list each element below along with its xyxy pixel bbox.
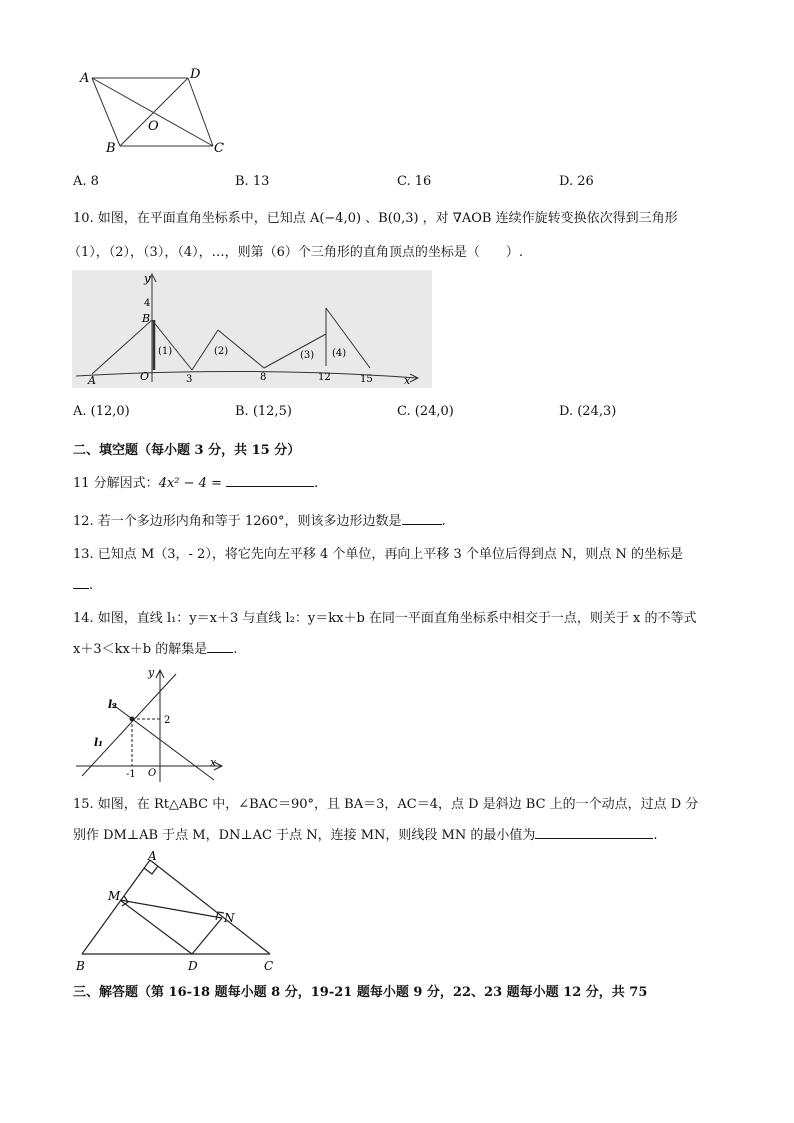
fig14-label-2: 2 <box>164 715 171 726</box>
q9-option-b: B. 13 <box>235 174 270 189</box>
q15-answer-blank[interactable] <box>535 826 653 839</box>
fig10-label-3: 3 <box>186 374 193 385</box>
fig15-label-M: M <box>108 889 121 903</box>
point-label-O: O <box>148 119 159 134</box>
q15-prefix: 别作 DM⊥AB 于点 M，DN⊥AC 于点 N，连接 MN，则线段 MN 的最小值为 <box>73 828 536 843</box>
q10-text-line2: （1），（2），（3），（4），…，则第（6）个三角形的直角顶点的坐标是（ ）. <box>68 245 523 260</box>
fig10-triangle-1: (1) <box>158 346 173 357</box>
q12-end: . <box>441 514 446 529</box>
section-2-heading: 二、填空题（每小题 3 分，共 15 分） <box>73 443 301 458</box>
q13-end: . <box>89 578 94 593</box>
q9-option-a: A. 8 <box>73 174 99 189</box>
fig10-label-8: 8 <box>260 372 267 383</box>
q10-text-line1: 10. 如图，在平面直角坐标系中，已知点 A(−4,0) 、B(0,3) ，对 ∇AOB 连续作旋转变换依次得到三角形 <box>73 211 678 226</box>
q10-option-d: D. (24,3) <box>559 404 617 419</box>
q12-prefix: 12. 若一个多边形内角和等于 1260°，则该多边形边数是 <box>73 514 402 529</box>
q13-answer-blank[interactable] <box>73 576 89 589</box>
q12-answer-blank[interactable] <box>402 512 442 525</box>
q15-text-line1: 15. 如图，在 Rt△ABC 中，∠BAC＝90°，且 BA＝3，AC＝4，点 D 是斜边 BC 上的一个动点，过点 D 分 <box>73 797 699 812</box>
fig15-label-B: B <box>76 959 85 973</box>
q11-text <box>73 474 318 493</box>
fig14-label-x: x <box>210 756 217 769</box>
fig10-label-A: A <box>88 374 96 387</box>
fig14-label-neg1: -1 <box>126 769 136 780</box>
point-label-C: C <box>214 141 224 156</box>
q10-option-b: B. (12,5) <box>235 404 292 419</box>
q14-text-line1: 14. 如图，直线 l₁：y＝x＋3 与直线 l₂：y＝kx＋b 在同一平面直角坐标系中相交于一点，则关于 x 的不等式 <box>73 611 697 626</box>
q10-option-a: A. (12,0) <box>73 404 130 419</box>
fig15-label-C: C <box>264 959 274 973</box>
fig15-label-A: A <box>148 850 157 863</box>
section-3-heading: 三、解答题（第 16-18 题每小题 8 分，19-21 题每小题 9 分，22、23 题每小题 12 分，共 75 <box>73 985 648 1000</box>
fig10-label-15: 15 <box>360 374 373 385</box>
fig10-label-x: x <box>404 374 411 387</box>
q14-answer-blank[interactable] <box>207 640 233 653</box>
point-label-A: A <box>80 71 90 86</box>
q10-option-c: C. (24,0) <box>397 404 454 419</box>
q14-text-line2 <box>73 640 237 659</box>
fig10-triangle-2: (2) <box>214 346 229 357</box>
right-triangle-figure <box>72 850 282 974</box>
fig15-label-N: N <box>224 911 235 925</box>
q11-end: . <box>314 476 319 491</box>
q12-text <box>73 512 446 531</box>
fig10-label-4: 4 <box>144 298 151 309</box>
fig10-triangle-3: (3) <box>300 350 315 361</box>
fig10-triangle-4: (4) <box>332 348 347 359</box>
fig14-label-y: y <box>148 666 155 679</box>
q13-text-line1: 13. 已知点 M（3，- 2），将它先向左平移 4 个单位，再向上平移 3 个单位后得到点 N，则点 N 的坐标是 <box>73 547 684 562</box>
q11-answer-blank[interactable] <box>226 474 314 487</box>
q15-text-line2 <box>73 826 658 845</box>
q9-option-d: D. 26 <box>559 174 594 189</box>
q15-end: . <box>653 828 658 843</box>
q14-end: . <box>233 642 238 657</box>
fig14-label-l2: l₂ <box>108 698 117 711</box>
fig14-label-O: O <box>148 768 157 779</box>
q11-expression: 4x² − 4 = <box>158 476 222 491</box>
fig10-label-y: y <box>144 272 151 285</box>
q13-text-line2 <box>73 576 93 595</box>
q9-option-c: C. 16 <box>397 174 432 189</box>
intersecting-lines-figure <box>72 664 224 784</box>
rotation-triangles-figure <box>72 270 432 388</box>
parallelogram-figure <box>78 66 238 158</box>
fig14-label-l1: l₁ <box>94 736 103 749</box>
fig10-label-B: B <box>142 312 151 325</box>
fig15-label-D: D <box>188 959 198 973</box>
fig10-label-12: 12 <box>318 372 331 383</box>
q11-prefix: 11 分解因式： <box>73 476 159 491</box>
point-label-B: B <box>106 141 116 156</box>
point-label-D: D <box>190 67 201 82</box>
q14-inequality: x＋3＜kx＋b 的解集是 <box>73 642 208 657</box>
fig10-label-O: O <box>140 370 150 383</box>
